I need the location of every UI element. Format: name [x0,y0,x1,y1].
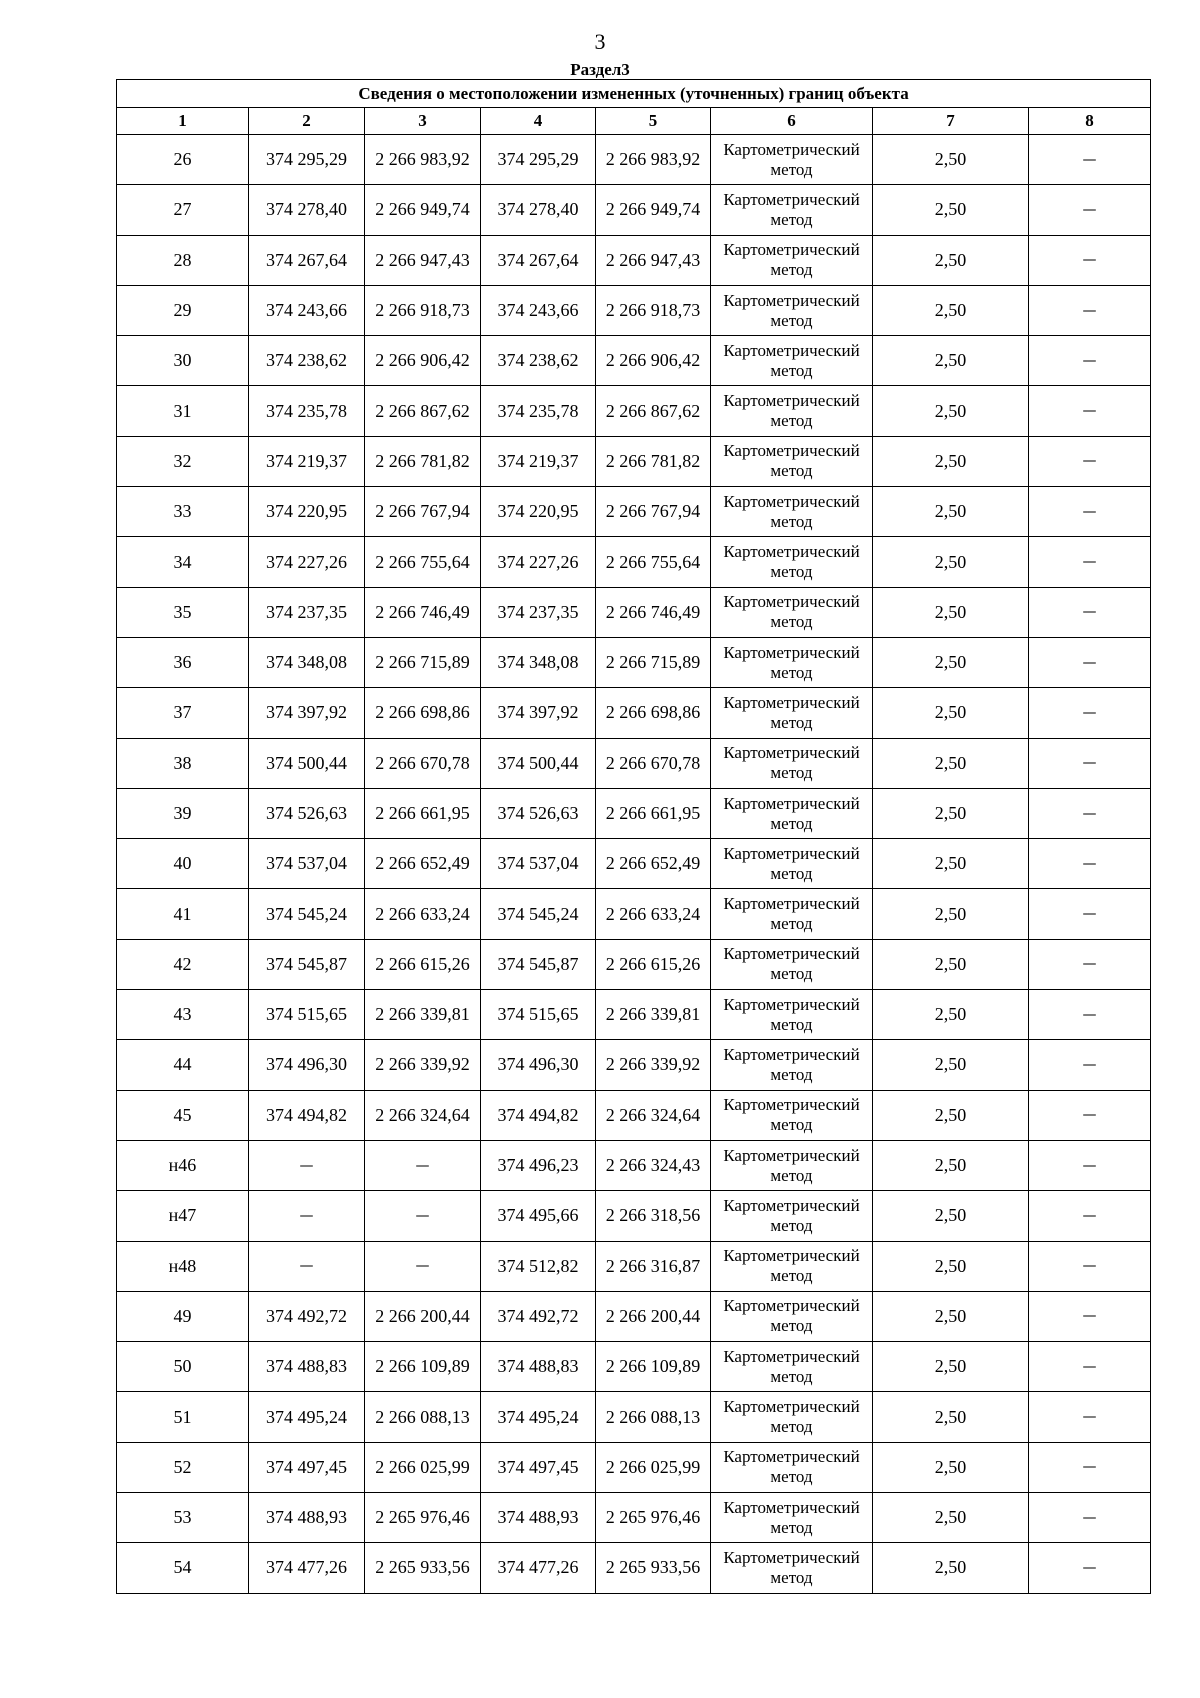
method-cell: Картометрический метод [711,235,873,285]
new-x-cell: 374 220,95 [481,487,596,537]
description-cell: — [1029,1291,1151,1341]
new-x-cell: 374 267,64 [481,235,596,285]
old-y-cell: 2 265 933,56 [365,1543,481,1593]
point-number-cell: 35 [117,587,249,637]
table-row [117,889,1151,939]
point-number-cell: 50 [117,1342,249,1392]
accuracy-cell: 2,50 [873,1291,1029,1341]
new-x-cell: 374 495,24 [481,1392,596,1442]
method-cell: Картометрический метод [711,1241,873,1291]
method-cell: Картометрический метод [711,336,873,386]
table-row [117,839,1151,889]
old-x-cell: 374 545,24 [249,889,365,939]
point-number-cell: 30 [117,336,249,386]
table-row [117,738,1151,788]
accuracy-cell: 2,50 [873,1241,1029,1291]
accuracy-cell: 2,50 [873,1342,1029,1392]
new-x-cell: 374 397,92 [481,688,596,738]
point-number-cell: 40 [117,839,249,889]
old-x-cell: 374 243,66 [249,285,365,335]
accuracy-cell: 2,50 [873,1392,1029,1442]
old-x-cell: 374 545,87 [249,939,365,989]
new-x-cell: 374 492,72 [481,1291,596,1341]
point-number-cell: 49 [117,1291,249,1341]
table-row [117,336,1151,386]
new-x-cell: 374 219,37 [481,436,596,486]
column-number: 7 [873,108,1029,135]
description-cell: — [1029,1140,1151,1190]
new-y-cell: 2 266 324,43 [596,1140,711,1190]
accuracy-cell: 2,50 [873,285,1029,335]
new-y-cell: 2 266 755,64 [596,537,711,587]
new-y-cell: 2 266 715,89 [596,637,711,687]
old-x-cell: 374 494,82 [249,1090,365,1140]
accuracy-cell: 2,50 [873,487,1029,537]
table-row [117,688,1151,738]
old-y-cell: 2 266 324,64 [365,1090,481,1140]
point-number-cell: 39 [117,788,249,838]
old-y-cell: 2 266 200,44 [365,1291,481,1341]
old-y-cell: 2 266 088,13 [365,1392,481,1442]
accuracy-cell: 2,50 [873,788,1029,838]
column-number: 5 [596,108,711,135]
accuracy-cell: 2,50 [873,587,1029,637]
old-x-cell: 374 237,35 [249,587,365,637]
accuracy-cell: 2,50 [873,738,1029,788]
new-x-cell: 374 515,65 [481,990,596,1040]
old-x-cell: 374 278,40 [249,185,365,235]
description-cell: — [1029,1191,1151,1241]
old-y-cell: 2 266 755,64 [365,537,481,587]
old-y-cell: 2 265 976,46 [365,1493,481,1543]
method-cell: Картометрический метод [711,688,873,738]
method-cell: Картометрический метод [711,1191,873,1241]
new-y-cell: 2 266 670,78 [596,738,711,788]
point-number-cell: 44 [117,1040,249,1090]
new-x-cell: 374 243,66 [481,285,596,335]
accuracy-cell: 2,50 [873,889,1029,939]
method-cell: Картометрический метод [711,1392,873,1442]
accuracy-cell: 2,50 [873,1090,1029,1140]
method-cell: Картометрический метод [711,939,873,989]
point-number-cell: 33 [117,487,249,537]
new-x-cell: 374 545,24 [481,889,596,939]
method-cell: Картометрический метод [711,386,873,436]
column-number: 6 [711,108,873,135]
boundary-coordinates-table [116,79,1151,1594]
accuracy-cell: 2,50 [873,1140,1029,1190]
description-cell: — [1029,1342,1151,1392]
old-x-cell: 374 477,26 [249,1543,365,1593]
old-y-cell: 2 266 025,99 [365,1442,481,1492]
old-x-cell: 374 219,37 [249,436,365,486]
method-cell: Картометрический метод [711,135,873,185]
column-number: 2 [249,108,365,135]
new-y-cell: 2 266 949,74 [596,185,711,235]
table-caption-row [117,80,1151,108]
description-cell: — [1029,235,1151,285]
new-y-cell: 2 266 318,56 [596,1191,711,1241]
table-row [117,1543,1151,1593]
table-row [117,587,1151,637]
section-title: Раздел3 [570,60,630,79]
method-cell: Картометрический метод [711,1342,873,1392]
point-number-cell: 37 [117,688,249,738]
old-x-cell: 374 537,04 [249,839,365,889]
table-row [117,939,1151,989]
accuracy-cell: 2,50 [873,839,1029,889]
method-cell: Картометрический метод [711,537,873,587]
description-cell: — [1029,587,1151,637]
old-x-cell: 374 235,78 [249,386,365,436]
table-row [117,1040,1151,1090]
new-x-cell: 374 477,26 [481,1543,596,1593]
new-y-cell: 2 266 906,42 [596,336,711,386]
table-row [117,1342,1151,1392]
table-row [117,1442,1151,1492]
old-y-cell: 2 266 867,62 [365,386,481,436]
new-y-cell: 2 266 918,73 [596,285,711,335]
new-y-cell: 2 266 867,62 [596,386,711,436]
new-x-cell: 374 496,23 [481,1140,596,1190]
new-x-cell: 374 488,93 [481,1493,596,1543]
new-y-cell: 2 266 633,24 [596,889,711,939]
new-x-cell: 374 348,08 [481,637,596,687]
table-row [117,1392,1151,1442]
point-number-cell: 31 [117,386,249,436]
old-y-cell: 2 266 746,49 [365,587,481,637]
point-number-cell: 51 [117,1392,249,1442]
method-cell: Картометрический метод [711,587,873,637]
accuracy-cell: 2,50 [873,1543,1029,1593]
point-number-cell: н46 [117,1140,249,1190]
old-y-cell: 2 266 906,42 [365,336,481,386]
table-row [117,185,1151,235]
new-x-cell: 374 235,78 [481,386,596,436]
old-y-cell: 2 266 652,49 [365,839,481,889]
table-body [117,135,1151,1594]
column-number: 4 [481,108,596,135]
point-number-cell: 38 [117,738,249,788]
new-x-cell: 374 497,45 [481,1442,596,1492]
new-y-cell: 2 266 947,43 [596,235,711,285]
new-x-cell: 374 238,62 [481,336,596,386]
old-x-cell: 374 227,26 [249,537,365,587]
old-x-cell: — [249,1241,365,1291]
new-y-cell: 2 266 324,64 [596,1090,711,1140]
old-x-cell: 374 267,64 [249,235,365,285]
table-row [117,990,1151,1040]
old-x-cell: 374 495,24 [249,1392,365,1442]
new-y-cell: 2 266 661,95 [596,788,711,838]
old-y-cell: 2 266 698,86 [365,688,481,738]
description-cell: — [1029,487,1151,537]
point-number-cell: 28 [117,235,249,285]
point-number-cell: 45 [117,1090,249,1140]
old-y-cell: — [365,1140,481,1190]
accuracy-cell: 2,50 [873,235,1029,285]
description-cell: — [1029,637,1151,687]
method-cell: Картометрический метод [711,185,873,235]
table-row [117,235,1151,285]
new-x-cell: 374 227,26 [481,537,596,587]
old-x-cell: 374 488,83 [249,1342,365,1392]
point-number-cell: 54 [117,1543,249,1593]
accuracy-cell: 2,50 [873,1191,1029,1241]
point-number-cell: 27 [117,185,249,235]
old-y-cell: 2 266 767,94 [365,487,481,537]
description-cell: — [1029,1442,1151,1492]
accuracy-cell: 2,50 [873,688,1029,738]
old-y-cell: 2 266 918,73 [365,285,481,335]
new-x-cell: 374 494,82 [481,1090,596,1140]
new-y-cell: 2 266 200,44 [596,1291,711,1341]
table-row [117,285,1151,335]
old-x-cell: 374 348,08 [249,637,365,687]
old-y-cell: 2 266 339,81 [365,990,481,1040]
table-caption: Сведения о местоположении измененных (уточненных) границ объекта [117,80,1151,108]
point-number-cell: 42 [117,939,249,989]
old-x-cell: 374 515,65 [249,990,365,1040]
new-y-cell: 2 265 976,46 [596,1493,711,1543]
table-row [117,1090,1151,1140]
table-row [117,1291,1151,1341]
accuracy-cell: 2,50 [873,990,1029,1040]
description-cell: — [1029,386,1151,436]
method-cell: Картометрический метод [711,1291,873,1341]
method-cell: Картометрический метод [711,788,873,838]
new-y-cell: 2 266 025,99 [596,1442,711,1492]
description-cell: — [1029,1392,1151,1442]
old-x-cell: 374 496,30 [249,1040,365,1090]
new-x-cell: 374 237,35 [481,587,596,637]
new-x-cell: 374 526,63 [481,788,596,838]
table-row [117,1241,1151,1291]
old-x-cell: 374 220,95 [249,487,365,537]
new-y-cell: 2 266 109,89 [596,1342,711,1392]
old-y-cell: 2 266 661,95 [365,788,481,838]
point-number-cell: 52 [117,1442,249,1492]
new-y-cell: 2 265 933,56 [596,1543,711,1593]
old-x-cell: 374 497,45 [249,1442,365,1492]
column-number: 1 [117,108,249,135]
new-x-cell: 374 545,87 [481,939,596,989]
method-cell: Картометрический метод [711,436,873,486]
old-x-cell: 374 397,92 [249,688,365,738]
page-number: 3 [594,29,606,54]
accuracy-cell: 2,50 [873,537,1029,587]
description-cell: — [1029,939,1151,989]
new-x-cell: 374 488,83 [481,1342,596,1392]
point-number-cell: 34 [117,537,249,587]
point-number-cell: 53 [117,1493,249,1543]
description-cell: — [1029,990,1151,1040]
point-number-cell: 41 [117,889,249,939]
method-cell: Картометрический метод [711,990,873,1040]
point-number-cell: 43 [117,990,249,1040]
old-y-cell: 2 266 339,92 [365,1040,481,1090]
table-row [117,637,1151,687]
description-cell: — [1029,185,1151,235]
description-cell: — [1029,788,1151,838]
description-cell: — [1029,336,1151,386]
method-cell: Картометрический метод [711,1140,873,1190]
accuracy-cell: 2,50 [873,185,1029,235]
new-y-cell: 2 266 781,82 [596,436,711,486]
accuracy-cell: 2,50 [873,1442,1029,1492]
new-x-cell: 374 295,29 [481,135,596,185]
description-cell: — [1029,1040,1151,1090]
description-cell: — [1029,889,1151,939]
old-x-cell: — [249,1191,365,1241]
description-cell: — [1029,1543,1151,1593]
new-x-cell: 374 278,40 [481,185,596,235]
accuracy-cell: 2,50 [873,336,1029,386]
new-x-cell: 374 512,82 [481,1241,596,1291]
new-x-cell: 374 495,66 [481,1191,596,1241]
table-row [117,487,1151,537]
new-y-cell: 2 266 339,81 [596,990,711,1040]
method-cell: Картометрический метод [711,1090,873,1140]
table-row [117,386,1151,436]
description-cell: — [1029,688,1151,738]
old-y-cell: 2 266 781,82 [365,436,481,486]
accuracy-cell: 2,50 [873,135,1029,185]
old-y-cell: 2 266 633,24 [365,889,481,939]
description-cell: — [1029,537,1151,587]
description-cell: — [1029,1493,1151,1543]
column-number-row [117,108,1151,135]
old-y-cell: 2 266 615,26 [365,939,481,989]
method-cell: Картометрический метод [711,839,873,889]
description-cell: — [1029,839,1151,889]
new-x-cell: 374 496,30 [481,1040,596,1090]
method-cell: Картометрический метод [711,1493,873,1543]
old-y-cell: — [365,1241,481,1291]
table-row [117,788,1151,838]
point-number-cell: 36 [117,637,249,687]
new-y-cell: 2 266 767,94 [596,487,711,537]
accuracy-cell: 2,50 [873,939,1029,989]
point-number-cell: н48 [117,1241,249,1291]
table-row [117,1140,1151,1190]
table-row [117,1191,1151,1241]
accuracy-cell: 2,50 [873,1040,1029,1090]
column-number: 3 [365,108,481,135]
new-y-cell: 2 266 088,13 [596,1392,711,1442]
point-number-cell: 32 [117,436,249,486]
accuracy-cell: 2,50 [873,386,1029,436]
old-y-cell: 2 266 983,92 [365,135,481,185]
old-x-cell: 374 526,63 [249,788,365,838]
description-cell: — [1029,436,1151,486]
point-number-cell: 26 [117,135,249,185]
method-cell: Картометрический метод [711,285,873,335]
description-cell: — [1029,1090,1151,1140]
new-y-cell: 2 266 983,92 [596,135,711,185]
old-y-cell: 2 266 947,43 [365,235,481,285]
old-x-cell: 374 238,62 [249,336,365,386]
description-cell: — [1029,135,1151,185]
column-number: 8 [1029,108,1151,135]
new-x-cell: 374 500,44 [481,738,596,788]
method-cell: Картометрический метод [711,487,873,537]
old-x-cell: 374 295,29 [249,135,365,185]
old-y-cell: 2 266 949,74 [365,185,481,235]
old-y-cell: 2 266 109,89 [365,1342,481,1392]
new-y-cell: 2 266 339,92 [596,1040,711,1090]
method-cell: Картометрический метод [711,1040,873,1090]
new-y-cell: 2 266 746,49 [596,587,711,637]
old-x-cell: 374 500,44 [249,738,365,788]
new-y-cell: 2 266 698,86 [596,688,711,738]
accuracy-cell: 2,50 [873,436,1029,486]
new-x-cell: 374 537,04 [481,839,596,889]
old-x-cell: 374 492,72 [249,1291,365,1341]
table-row [117,436,1151,486]
table-row [117,537,1151,587]
table-row [117,135,1151,185]
accuracy-cell: 2,50 [873,637,1029,687]
new-y-cell: 2 266 615,26 [596,939,711,989]
description-cell: — [1029,738,1151,788]
method-cell: Картометрический метод [711,637,873,687]
old-y-cell: 2 266 670,78 [365,738,481,788]
method-cell: Картометрический метод [711,738,873,788]
method-cell: Картометрический метод [711,1442,873,1492]
old-y-cell: — [365,1191,481,1241]
method-cell: Картометрический метод [711,1543,873,1593]
old-x-cell: 374 488,93 [249,1493,365,1543]
description-cell: — [1029,1241,1151,1291]
accuracy-cell: 2,50 [873,1493,1029,1543]
old-x-cell: — [249,1140,365,1190]
new-y-cell: 2 266 316,87 [596,1241,711,1291]
method-cell: Картометрический метод [711,889,873,939]
point-number-cell: н47 [117,1191,249,1241]
new-y-cell: 2 266 652,49 [596,839,711,889]
point-number-cell: 29 [117,285,249,335]
old-y-cell: 2 266 715,89 [365,637,481,687]
table-row [117,1493,1151,1543]
description-cell: — [1029,285,1151,335]
